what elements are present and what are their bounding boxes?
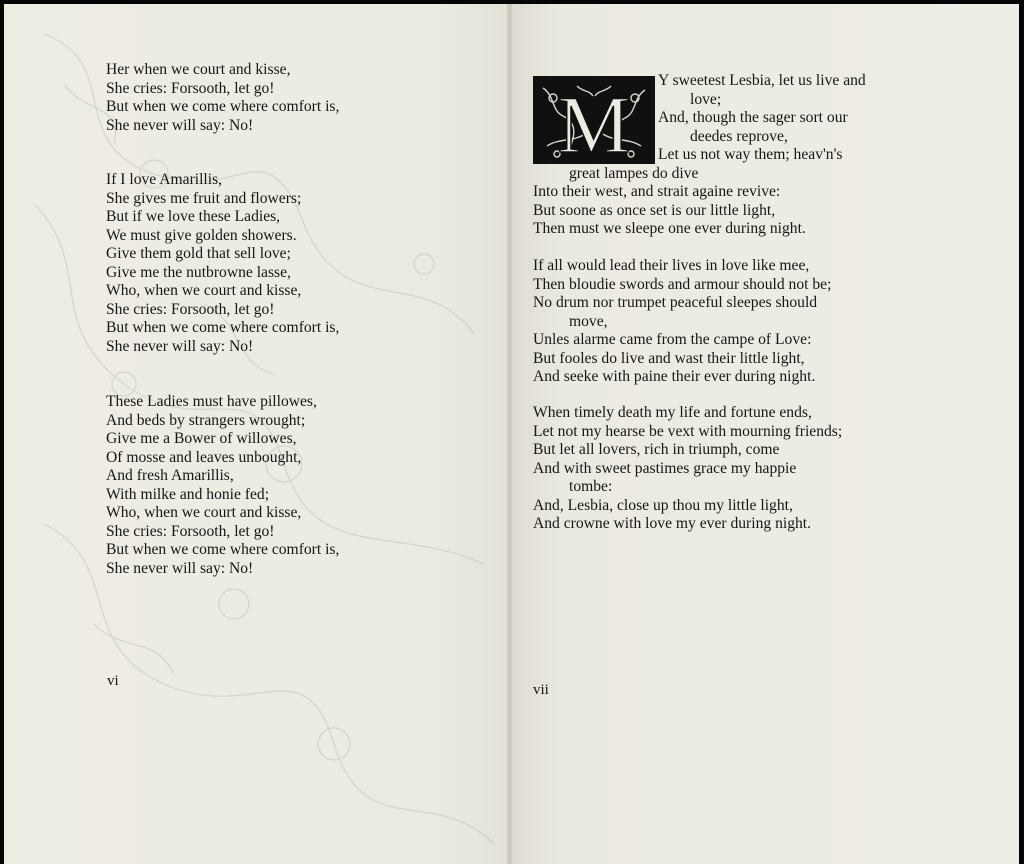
verse-line: But let all lovers, rich in triumph, come [533, 441, 780, 458]
verse-line: She cries: Forsooth, let go! [106, 300, 275, 318]
verse-line: She cries: Forsooth, let go! [106, 522, 275, 540]
verse-line: deedes reprove, [690, 127, 788, 145]
verse-line: These Ladies must have pillowes, [106, 393, 317, 410]
verse-line: She never will say: No! [106, 559, 254, 577]
decorated-initial [533, 76, 655, 164]
initial-letter: M [557, 79, 631, 164]
verse-line: Who, when we court and kisse, [106, 504, 302, 521]
verse-line: And with sweet pastimes grace my happie [533, 459, 797, 477]
verse-line: And fresh Amarillis, [106, 467, 234, 484]
verse-line: Let us not way them; heav'n's [658, 146, 843, 163]
verse-line: Give them gold that sell love; [106, 245, 291, 262]
left-stanza-2 [106, 171, 339, 356]
left-stanza-1 [106, 61, 339, 135]
verse-line: Give me the nutbrowne lasse, [106, 263, 291, 281]
verse-line: And crowne with love my ever during night. [533, 515, 812, 532]
left-stanza-3 [106, 393, 339, 578]
verse-line: move, [569, 312, 608, 330]
verse-line: Then must we sleepe one ever during night. [533, 220, 806, 237]
initial-ornament-icon [533, 76, 655, 164]
verse-line: Into their west, and strait againe revive: [533, 183, 781, 200]
verse-line: Who, when we court and kisse, [106, 282, 302, 299]
verse-line: But if we love these Ladies, [106, 208, 281, 225]
verse-line: She cries: Forsooth, let go! [106, 79, 275, 97]
verse-line: Y sweetest Lesbia, let us live and [658, 72, 866, 89]
verse-line: love; [690, 90, 722, 108]
verse-line: Her when we court and kisse, [106, 61, 291, 78]
verse-line: Unles alarme came from the campe of Love: [533, 331, 812, 348]
verse-line: And, though the sager sort our [658, 109, 848, 126]
right-stanza-1 [533, 165, 806, 239]
verse-line: And, Lesbia, close up thou my little light, [533, 496, 793, 514]
verse-line: But when we come where comfort is, [106, 541, 340, 558]
verse-line: But fooles do live and wast their little light, [533, 349, 805, 367]
right-stanza-3 [533, 404, 842, 534]
verse-line: When timely death my life and fortune ends, [533, 404, 812, 421]
verse-line: Then bloudie swords and armour should not be; [533, 275, 832, 293]
verse-line: Of mosse and leaves unbought, [106, 448, 302, 466]
verse-line: She gives me fruit and flowers; [106, 189, 302, 207]
verse-line: But when we come where comfort is, [106, 319, 340, 336]
verse-line: She never will say: No! [106, 116, 254, 134]
verse-line: Let not my hearse be vext with mourning friends; [533, 422, 843, 440]
verse-line: Give me a Bower of willowes, [106, 430, 297, 447]
verse-line: She never will say: No! [106, 337, 254, 355]
right-stanza-2 [533, 257, 831, 387]
verse-line: And beds by strangers wrought; [106, 411, 306, 429]
verse-line: But when we come where comfort is, [106, 98, 340, 115]
verse-line: No drum nor trumpet peaceful sleepes should [533, 294, 818, 311]
verse-line: great lampes do dive [569, 164, 699, 182]
verse-line: We must give golden showers. [106, 226, 297, 244]
verse-line: With milke and honie fed; [106, 485, 270, 503]
verse-line: If I love Amarillis, [106, 171, 223, 188]
verse-line: tombe: [569, 478, 613, 495]
page-number-left: vi [107, 673, 119, 689]
verse-line: And seeke with paine their ever during night. [533, 368, 816, 385]
verse-line: But soone as once set is our little light, [533, 201, 776, 219]
page-number-right: vii [533, 682, 549, 698]
verse-line: If all would lead their lives in love like mee, [533, 257, 810, 274]
